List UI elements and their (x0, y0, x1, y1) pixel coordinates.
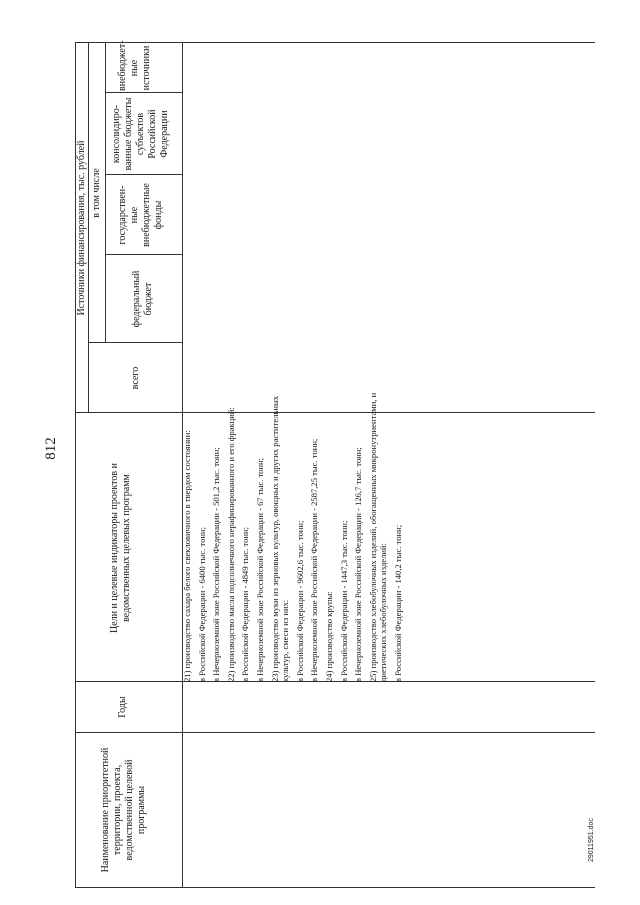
header-name: Наименование приоритетной территории, проекта, ведомственной целевой программы (100, 747, 147, 873)
header-years: Годы (117, 696, 128, 718)
list-item: 21) производство сахара белого свекловичного в твердом состоянии: (182, 430, 192, 682)
list-item: 24) производство крупы: (323, 591, 334, 682)
header-total: всего (130, 366, 141, 390)
header-goals: Цели и целевые индикаторы проектов и ведомственных целевых программ (109, 463, 132, 633)
document-reference: 29011951.doc (588, 818, 595, 862)
header-including: в том числе (91, 168, 102, 218)
rotated-table (75, 40, 595, 888)
header-regional: консолидиро-ванные бюджеты субъектов Российской Федерации (111, 97, 170, 171)
indicators-list (182, 382, 408, 682)
list-item: в Российской Федерации - 1447,3 тыс. тонн; (338, 520, 349, 682)
header-offbudget: внебюджет-ные источники (117, 40, 152, 91)
list-item: в Нечерноземной зоне Российской Федерации - 501,2 тыс. тонн; (211, 447, 222, 682)
list-item: в Российской Федерации - 4849 тыс. тонн; (240, 527, 251, 682)
header-sources: Источники финансирования, тыс. рублей (76, 140, 87, 316)
list-item: в Российской Федерации - 140,2 тыс. тонн; (392, 524, 403, 682)
list-item: в Нечерноземной зоне Российской Федерации - 126,7 тыс. тонн; (353, 447, 364, 682)
header-state-funds: государствен-ные внебюджетные фонды (117, 183, 164, 247)
header-federal: федеральный бюджет (131, 270, 154, 328)
list-item: в Нечерноземной зоне Российской Федерации - 2587,25 тыс. тонн; (309, 438, 320, 682)
page-number: 812 (42, 437, 59, 460)
list-item: в Российской Федерации - 6400 тыс. тонн; (196, 527, 207, 682)
list-item: в Российской Федерации - 9602,6 тыс. тонн; (294, 520, 305, 682)
list-item: в Нечерноземной зоне Российской Федерации - 67 тыс. тонн; (254, 458, 265, 682)
list-item: 25) производство хлебобулочных изделий, обогащенных микронутриентами, и диетических хлебобулочных изделий: (367, 392, 389, 682)
list-item: 22) производство масла подсолнечного нерафинированного и его фракций: (225, 407, 236, 682)
list-item: 23) производство муки из зерновых культур, овощных и других растительных культур, смеси из них: (269, 395, 291, 682)
